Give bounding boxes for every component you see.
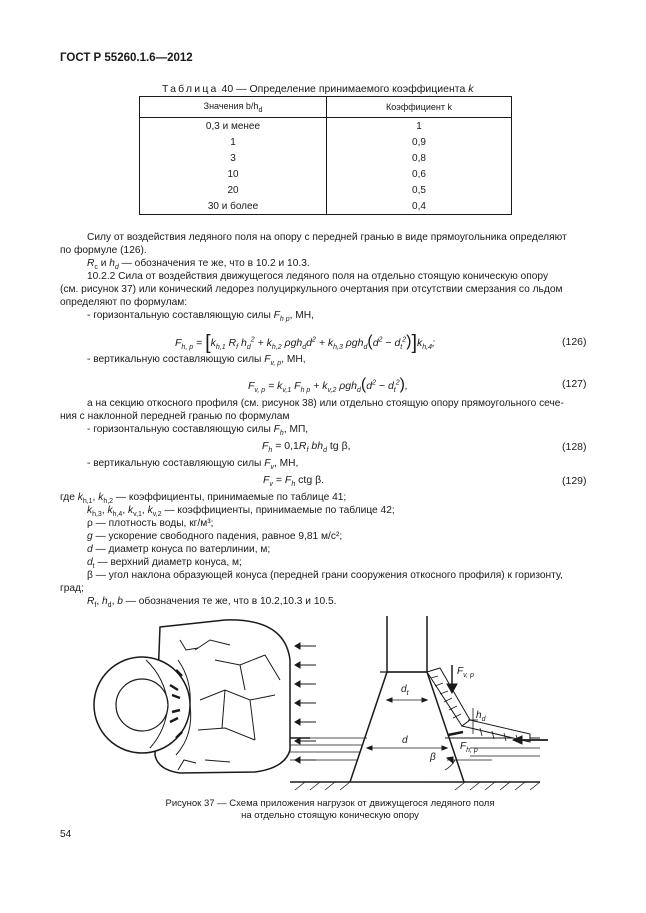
label-d: d: [402, 735, 408, 746]
page-header: ГОСТ Р 55260.1.6—2012: [60, 52, 193, 64]
definition-line: $k_{h,3}$, $k_{h,4}$, $k_{v,1}$, $k_{v,2}$ — коэффициенты, принимаемые по таблице 42;: [87, 505, 395, 519]
paragraph-line: - вертикальную составляющую силы $F_{v, p}$, МН,: [87, 354, 306, 368]
paragraph-line: определяют по формулам:: [60, 297, 188, 308]
paragraph-line: - вертикальную составляющую силы $F_v$, МН,: [87, 458, 299, 472]
equation-129: $F_v = F_h$ ctg β.: [263, 474, 325, 489]
definition-line: g — ускорение свободного падения, равное 9,81 м/с²;: [87, 531, 343, 542]
label-fhp: $F_{h, p}$: [460, 741, 478, 754]
paragraph-line: 10.2.2 Сила от воздействия движущегося ледяного поля на отдельно стоящую коническую опору: [87, 271, 549, 282]
table-header-coef: Коэффициент k: [327, 97, 512, 118]
definition-line: $d_t$ — верхний диаметр конуса, м;: [87, 557, 242, 571]
equation-number: (127): [562, 378, 587, 390]
paragraph-line: (см. рисунок 37) или конический ледорез полуциркульного очертания при отсутствии смерзания со льдом: [60, 284, 563, 295]
definition-line: град;: [60, 583, 84, 594]
definition-line: где $k_{h,1}$, $k_{h,2}$ — коэффициенты, принимаемые по таблице 41;: [60, 492, 347, 506]
table-header-ratio: Значения $b/h_d$: [140, 97, 327, 118]
table-row: 3 0,8: [140, 150, 512, 166]
label-fvp: $F_{v, p}$: [457, 666, 474, 679]
paragraph-line: а на секцию откосного профиля (см. рисунок 38) или отдельно стоящую опору прямоугольного сече-: [87, 398, 564, 409]
label-dt: $d_t$: [401, 684, 409, 697]
page-number: 54: [60, 829, 72, 840]
equation-number: (129): [562, 475, 587, 487]
table-caption-text: 40 — Определение принимаемого коэффициента: [218, 83, 466, 95]
figure-caption: Рисунок 37 — Схема приложения нагрузок от движущегося ледяного поля на отдельно стоящую коническую опору: [165, 798, 495, 821]
table-caption-prefix: Таблица: [162, 83, 219, 95]
paragraph-line: - горизонтальную составляющую силы $F_{h p}$, МН,: [87, 310, 314, 324]
table-row: 30 и более 0,4: [140, 198, 512, 215]
equation-number: (126): [562, 336, 587, 348]
paragraph-line: $R_c$ и $h_d$ — обозначения те же, что в 10.2 и 10.3.: [87, 258, 310, 272]
label-hd: $h_d$: [476, 710, 486, 723]
equation-128: $F_h = 0,1R_f$ $bh_d$ tg β,: [262, 440, 351, 455]
table-row: 1 0,9: [140, 134, 512, 150]
section-view-drawing: [290, 616, 540, 790]
definition-line: ρ — плотность воды, кг/м³;: [87, 518, 214, 529]
equation-126: $F_{h, p} = [k_{h,1}$ $R_f$ $h_d^2 + k_{h,2}$ $\rho gh_dd^2 + k_{h,3}$ $\rho gh_d(d^2 - d_t^2)]k_{h,4}$;: [175, 332, 435, 354]
equation-127: $F_{v, p} = k_{v,1}$ $F_{h p} + k_{v,2}$ $\rho gh_d(d^2 - d_t^2)$,: [248, 376, 408, 395]
plan-view-drawing: [94, 620, 290, 773]
paragraph-line: ния с наклонной передней гранью по формулам: [60, 411, 290, 422]
label-beta: β: [430, 752, 436, 763]
paragraph-line: Силу от воздействия ледяного поля на опору с передней гранью в виде прямоугольника определяют: [87, 232, 567, 243]
table-row: 10 0,6: [140, 166, 512, 182]
definition-line: β — угол наклона образующей конуса (передней грани сооружения откосного профиля) к горизонту,: [87, 570, 563, 581]
paragraph-line: - горизонтальную составляющую силы $F_h$, МП,: [87, 424, 309, 438]
table-row: 0,3 и менее 1: [140, 118, 512, 135]
equation-number: (128): [562, 441, 587, 453]
table-caption-var: k: [468, 83, 474, 95]
definition-line: d — диаметр конуса по ватерлинии, м;: [87, 544, 271, 555]
paragraph-line: по формуле (126).: [60, 245, 147, 256]
table-row: 20 0,5: [140, 182, 512, 198]
definition-line: $R_f$, $h_d$, b — обозначения те же, что в 10.2,10.3 и 10.5.: [87, 596, 337, 610]
